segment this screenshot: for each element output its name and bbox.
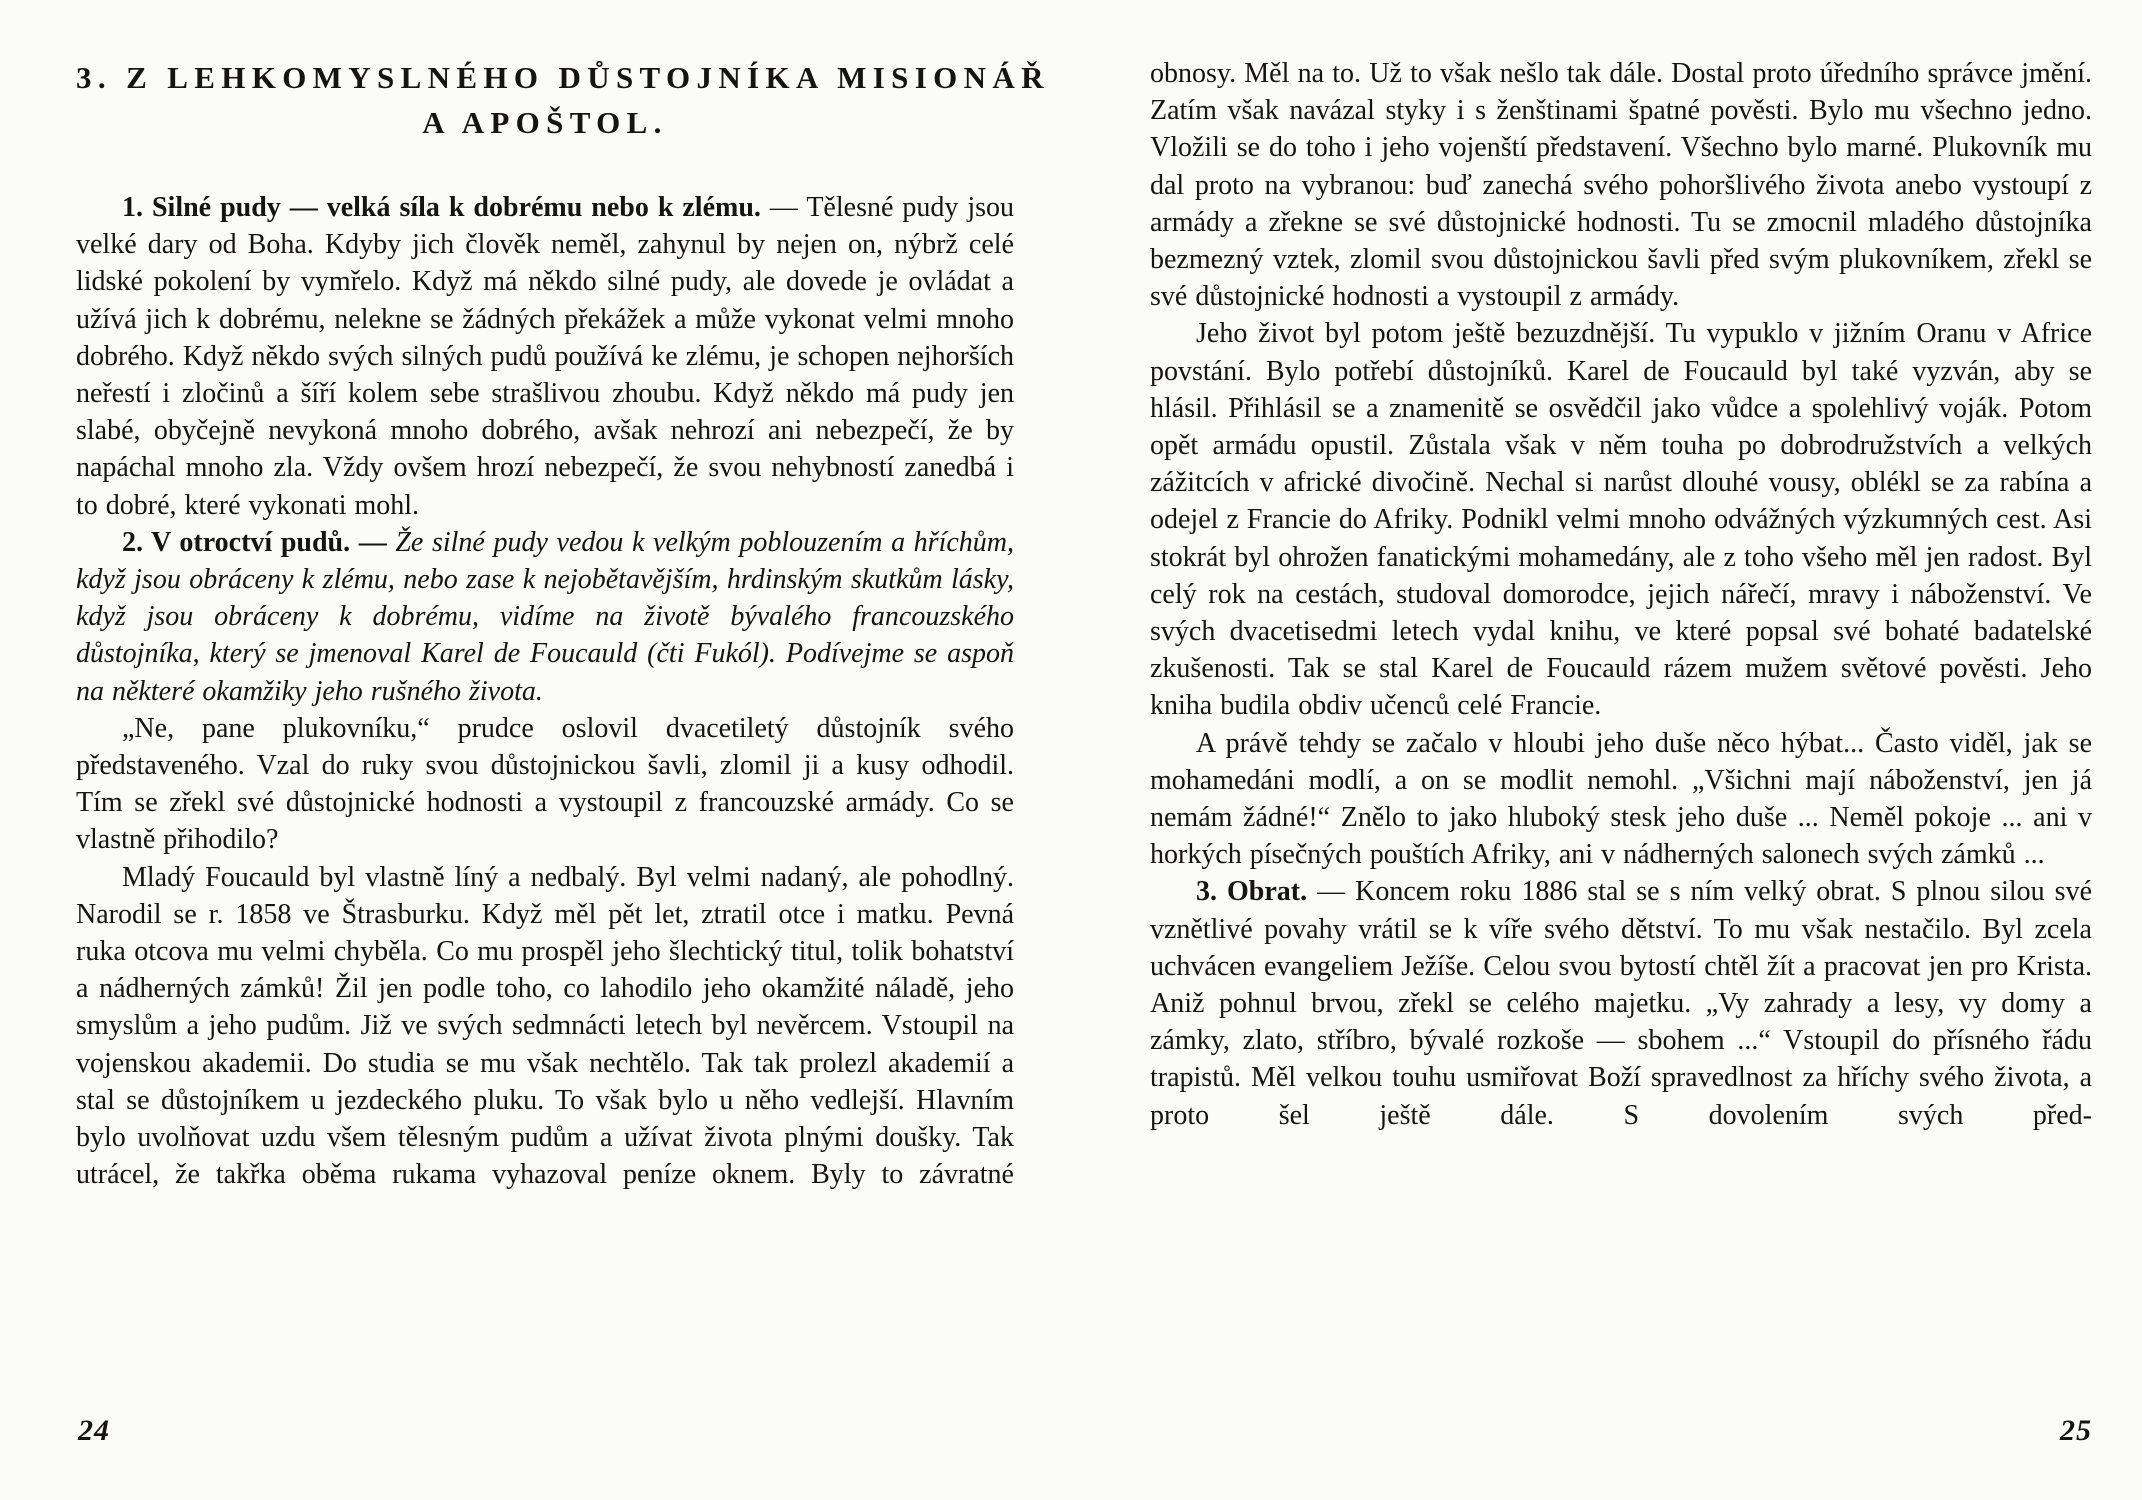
paragraph-lead-bold: 1. Silné pudy — velká síla k dobrému nebo k zlému. bbox=[122, 192, 761, 223]
paragraph-a-prave-tehdy bbox=[1150, 725, 2092, 874]
page-number-left: 24 bbox=[78, 1414, 110, 1447]
paragraph-body-text: — Koncem roku 1886 stal se s ním velký obrat. S plnou silou své vznětlivé povahy vrátil se k víře svého dětství. To mu však nestačilo. Byl zcela uchvácen evangeliem Ježíše. Celou svou bytostí chtěl žít a pracovat jen pro Krista. Aniž pohnul brvou, zřekl se celého majetku. „Vy zahrady a lesy, vy domy a zámky, zlato, stříbro, bývalé rozkoše — sbohem ...“ Vstoupil do přísného řádu trapistů. Měl velkou touhu usmiřovat Boží spravedlnost za hříchy svého života, a proto šel ještě dále. S dovolením svých před- bbox=[1150, 876, 2092, 1131]
paragraph-lead-bold: 3. Obrat. bbox=[1196, 876, 1308, 908]
paragraph-silne-pudy bbox=[76, 189, 1014, 524]
paragraph-mlady-foucauld bbox=[76, 859, 1014, 1194]
paragraph-obrat bbox=[1150, 873, 2092, 1133]
chapter-heading-line2: A APOŠTOL. bbox=[422, 105, 668, 140]
paragraph-body-text: — Tělesné pudy jsou velké dary od Boha. Kdyby jich člověk neměl, zahynul by nejen on, nýbrž celé lidské pokolení by vymřelo. Když má někdo silné pudy, ale dovede je ovládat a užívá jich k dobrému, nelekne se žádných překážek a může vykonat velmi mnoho dobrého. Když někdo svých silných pudů používá ke zlému, je schopen nejhorších neřestí i zločinů a šíří kolem sebe strašlivou zhoubu. Když někdo má pudy jen slabé, obyčejně nevykoná mnoho dobrého, avšak nehrozí ani nebezpečí, že by napáchal mnoho zla. Vždy ovšem hrozí nebezpečí, že svou nehybností zanedbá i to dobré, které vykonati mohl. bbox=[76, 192, 1015, 521]
right-page bbox=[1150, 55, 2092, 1134]
paragraph-body-text: Mladý Foucauld byl vlastně líný a nedbalý. Byl velmi nadaný, ale pohodlný. Narodil se r. 1858 ve Štrasburku. Když měl pět let, ztratil otce i matku. Pevná ruka otcova mu velmi chyběla. Co mu prospěl jeho šlechtický titul, tolik bohatství a nádherných zámků! Žil jen podle toho, co lahodilo jeho okamžité náladě, jeho smyslům a jeho pudům. Již ve svých sedmnácti letech byl nevěrcem. Vstoupil na vojenskou akademii. Do studia se mu však nechtělo. Tak tak prolezl akademií a stal se důstojníkem u jezdeckého pluku. To však bylo u něho vedlejší. Hlavním bylo uvolňovat uzdu všem tělesným pudům a užívat života plnými doušky. Tak utrácel, že takřka oběma rukama vyhazoval peníze oknem. Byly to závratné bbox=[76, 861, 1014, 1191]
paragraph-v-otroctvi-pudu bbox=[76, 524, 1014, 710]
paragraph-lead-bold: 2. V otroctví pudů. — bbox=[122, 526, 396, 558]
chapter-heading bbox=[76, 55, 1050, 145]
paragraph-body-italic: Že silné pudy vedou k velkým poblouzením a hříchům, když jsou obráceny k zlému, nebo zase k nejobětavějším, hrdinským skutkům lásky, když jsou obráceny k dobrému, vidíme na životě bývalého francouzského důstojníka, který se jmenoval Karel de Foucauld (čti Fukól). Podívejme se aspoň na některé okamžiky jeho rušného života. bbox=[76, 526, 1015, 707]
paragraph-obnosy bbox=[1150, 55, 2092, 315]
page-number-right: 25 bbox=[2060, 1414, 2092, 1447]
paragraph-body-text: „Ne, pane plukovníku,“ prudce oslovil dvacetiletý důstojník svého představeného. Vzal do ruky svou důstojnickou šavli, zlomil ji a kusy odhodil. Tím se zřekl své důstojnické hodnosti a vystoupil z francouzské armády. Co se vlastně přihodilo? bbox=[76, 712, 1014, 856]
left-page bbox=[76, 55, 1050, 1193]
paragraph-ne-pane-plukovniku bbox=[76, 710, 1014, 859]
paragraph-body-text: obnosy. Měl na to. Už to však nešlo tak dále. Dostal proto úředního správce jmění. Zatím však navázal styky i s ženštinami špatné pověsti. Bylo mu všechno jedno. Vložili se do toho i jeho vojenští představení. Všechno bylo marné. Plukovník mu dal proto na vybranou: buď zanechá svého pohoršlivého života anebo vystoupí z armády a zřekne se své důstojnické hodnosti. Tu se zmocnil mladého důstojníka bezmezný vztek, zlomil svou důstojnickou šavli před svým plukovníkem, zřekl se své důstojnické hodnosti a vystoupil z armády. bbox=[1150, 58, 2092, 313]
chapter-heading-line1: 3. Z LEHKOMYSLNÉHO DŮSTOJNÍKA MISIONÁŘ bbox=[76, 60, 1050, 95]
paragraph-body-text: A právě tehdy se začalo v hloubi jeho duše něco hýbat... Často viděl, jak se mohamedáni modlí, a on se modlit nemohl. „Všichni mají náboženství, jen já nemám žádné!“ Znělo to jako hluboký stesk jeho duše ... Neměl pokoje ... ani v horkých písečných pouštích Afriky, ani v nádherných salonech svých zámků ... bbox=[1150, 727, 2092, 871]
paragraph-body-text: Jeho život byl potom ještě bezuzdnější. Tu vypuklo v jižním Oranu v Africe povstání. Bylo potřebí důstojníků. Karel de Foucauld byl také vyzván, aby se hlásil. Přihlásil se a znamenitě se osvědčil jako vůdce a spolehlivý voják. Potom opět armádu opustil. Zůstala však v něm touha po dobrodružstvích a velkých zážitcích v africké divočině. Nechal si narůst dlouhé vousy, oblékl se za rabína a odejel z Francie do Afriky. Podnikl velmi mnoho odvážných výzkumných cest. Asi stokrát byl ohrožen fanatickými mohamedány, ale z toho všeho měl jen radost. Byl celý rok na cestách, studoval domorodce, jejich nářečí, mravy i náboženství. Ve svých dvacetisedmi letech vydal knihu, ve které popsal své bohaté badatelské zkušenosti. Tak se stal Karel de Foucauld rázem mužem světové pověsti. Jeho kniha budila obdiv učenců celé Francie. bbox=[1150, 318, 2092, 722]
paragraph-jeho-zivot bbox=[1150, 315, 2092, 724]
